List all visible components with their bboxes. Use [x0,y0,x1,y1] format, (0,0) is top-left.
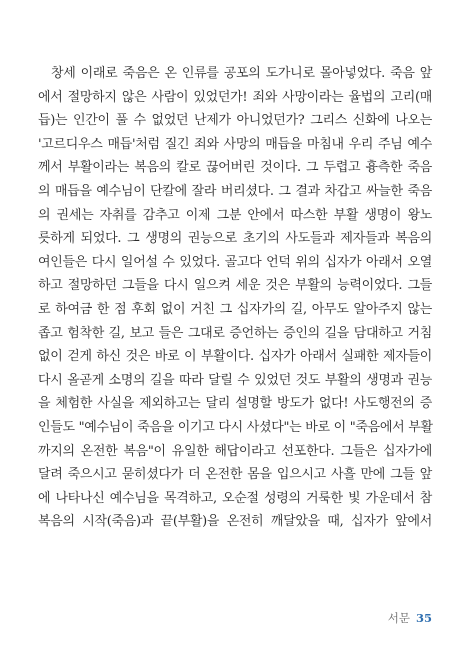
text-line: 인들도 "예수님이 죽음을 이기고 다시 사셨다"는 바로 이 "죽음에서 부활 [38,419,433,435]
text-line: 달려 죽으시고 묻히셨다가 더 온전한 몸을 입으시고 사흘 만에 그들 앞 [38,467,432,483]
text-line: 을 체험한 사실을 제외하고는 달리 설명할 방도가 없다! 사도행전의 증 [38,396,432,412]
body-text [38,62,432,534]
text-line: 로 하여금 한 점 후회 없이 거친 그 십자가의 길, 아무도 알아주지 않는 [38,301,432,317]
text-line: 여인들은 다시 일어설 수 있었다. 골고다 언덕 위의 십자가 아래서 오열 [38,254,432,270]
text-line: '고르디우스 매듭'처럼 질긴 죄와 사망의 매듭을 마침내 우리 주님 예수 [38,136,432,152]
text-line: 의 권세는 자취를 감추고 이제 그분 안에서 따스한 부활 생명이 왕노 [38,207,432,223]
text-line: 에서 절망하지 않은 사람이 있었던가! 죄와 사망이라는 율법의 고리(매 [38,89,432,105]
text-line: 의 매듭을 예수님이 단칼에 잘라 버리셨다. 그 결과 차갑고 싸늘한 죽음 [38,183,432,199]
text-line: 없이 걷게 하신 것은 바로 이 부활이다. 십자가 아래서 실패한 제자들이 [38,349,432,365]
section-title: 서문 [387,611,410,625]
text-line: 좁고 험착한 길, 보고 들은 그대로 증언하는 증인의 길을 담대하고 거침 [38,325,432,341]
text-line: 까지의 온전한 복음"이 유일한 해답이라고 선포한다. 그들은 십자가에 [38,443,432,459]
page-footer [388,610,432,626]
page-number: 35 [415,611,432,625]
text-line: 다시 올곧게 소명의 길을 따라 달릴 수 있었던 것도 부활의 생명과 권능 [38,372,432,388]
text-line: 에 나타나신 예수님을 목격하고, 오순절 성령의 거룩한 빛 가운데서 참 [38,490,432,506]
text-line: 하고 절망하던 그들을 다시 일으켜 세운 것은 부활의 능력이었다. 그들 [38,278,432,294]
text-line: 릇하게 되었다. 그 생명의 권능으로 초기의 사도들과 제자들과 복음의 [38,231,432,247]
text-line: 창세 이래로 죽음은 온 인류를 공포의 도가니로 몰아넣었다. 죽음 앞 [51,66,432,81]
text-line: 복음의 시작(죽음)과 끝(부활)을 온전히 깨달았을 때, 십자가 앞에서 [38,514,432,530]
text-line: 듭)는 인간이 풀 수 없었던 난제가 아니었던가? 그리스 신화에 나오는 [38,113,432,129]
text-line: 께서 부활이라는 복음의 칼로 끊어버린 것이다. 그 두렵고 흉측한 죽음 [38,160,432,176]
